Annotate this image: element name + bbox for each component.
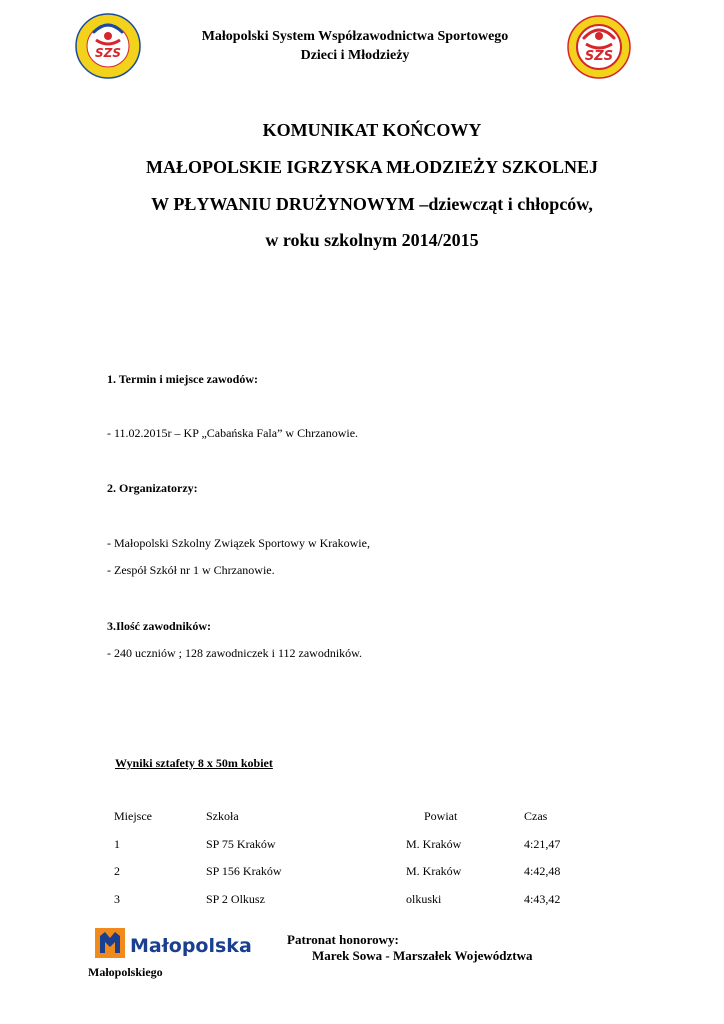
row-county: M. Kraków [406,837,462,851]
row-time: 4:42,48 [524,864,561,878]
svg-text:SZS: SZS [95,46,121,60]
szs-logo-left [74,12,142,80]
section-2-text-1: - Małopolski Szkolny Związek Sportowy w Krakowie, [107,536,370,550]
title-line-2: MAŁOPOLSKIE IGRZYSKA MŁODZIEŻY SZKOLNEJ [146,157,598,177]
patron-label: Patronat honorowy: [287,932,399,947]
row-place: 1 [114,837,120,851]
row-county: M. Kraków [406,864,462,878]
header-line-2: Dzieci i Młodzieży [300,48,410,63]
results-heading: Wyniki sztafety 8 x 50m kobiet [115,756,273,770]
row-time: 4:43,42 [524,892,561,906]
title-line-1: KOMUNIKAT KOŃCOWY [262,120,482,140]
column-header-place: Miejsce [114,809,152,823]
row-place: 3 [114,892,120,906]
column-header-time: Czas [524,809,548,823]
row-school: SP 2 Olkusz [206,892,265,906]
malopolska-logo [95,926,253,962]
section-3-text: - 240 uczniów ; 128 zawodniczek i 112 zawodników. [107,646,363,660]
section-3-heading: 3.Ilość zawodników: [107,619,212,633]
malopolska-caption: Małopolskiego [88,965,163,979]
section-2-heading: 2. Organizatorzy: [107,481,198,495]
svg-text:SZS: SZS [584,49,614,64]
svg-text:Małopolska: Małopolska [130,935,252,957]
row-school: SP 75 Kraków [206,837,276,851]
title-line-4: w roku szkolnym 2014/2015 [265,230,479,250]
section-1-text: - 11.02.2015r – KP „Cabańska Fala” w Chrzanowie. [107,426,359,440]
header-line-1: Małopolski System Współzawodnictwa Sportowego [201,29,509,44]
section-1-heading: 1. Termin i miejsce zawodów: [107,372,258,386]
column-header-school: Szkoła [206,809,239,823]
row-school: SP 156 Kraków [206,864,282,878]
patron-name: Marek Sowa - Marszałek Województwa [312,948,533,963]
column-header-county: Powiat [424,809,458,823]
section-2-text-2: - Zespół Szkół nr 1 w Chrzanowie. [107,563,275,577]
szs-logo-right [566,14,632,80]
title-line-3: W PŁYWANIU DRUŻYNOWYM –dziewcząt i chłopców, [151,194,593,214]
row-time: 4:21,47 [524,837,561,851]
row-county: olkuski [406,892,442,906]
row-place: 2 [114,864,120,878]
